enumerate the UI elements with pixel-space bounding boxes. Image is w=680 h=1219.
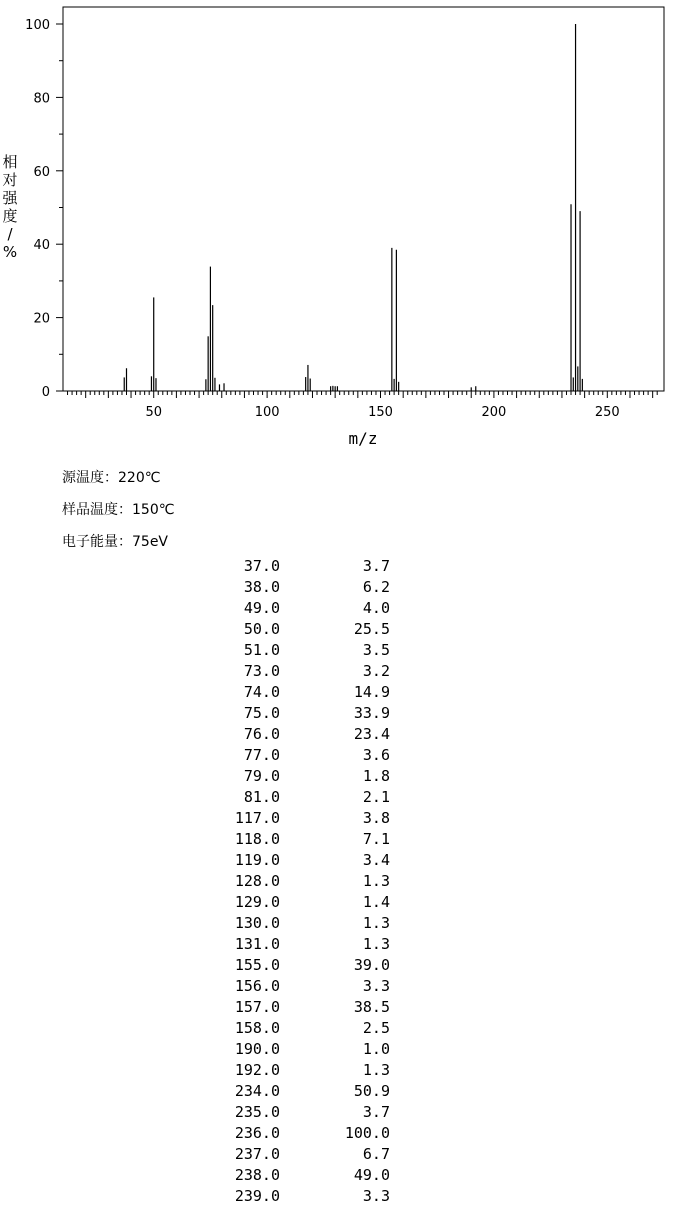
condition-electron-energy — [62, 526, 174, 558]
x-tick-label: 150 — [368, 405, 393, 420]
peak-mz-value: 234.0 — [234, 1082, 280, 1100]
peak-mz-value: 157.0 — [234, 998, 280, 1016]
peak-intensity-value: 25.5 — [353, 620, 390, 638]
peak-bars — [124, 24, 582, 391]
peak-intensity-value: 1.3 — [362, 1061, 390, 1079]
y-tick-label: 0 — [41, 385, 50, 400]
peak-intensity-value: 7.1 — [362, 830, 390, 848]
y-tick-label: 20 — [33, 311, 50, 327]
mass-spectrum-chart — [0, 0, 680, 455]
peak-table-row — [160, 724, 390, 745]
peak-mz-value: 129.0 — [234, 893, 280, 911]
y-tick-label: 100 — [25, 18, 50, 33]
peak-mz-value: 156.0 — [234, 977, 280, 995]
x-tick-label: 100 — [254, 405, 280, 420]
peak-table-row — [160, 1039, 390, 1060]
peak-table-row — [160, 976, 390, 997]
peak-table-row — [160, 640, 390, 661]
peak-mz-value: 74.0 — [243, 683, 280, 701]
peak-mz-value: 239.0 — [234, 1187, 280, 1205]
x-tick-label: 200 — [481, 405, 507, 420]
peak-intensity-value: 3.8 — [362, 809, 390, 827]
peak-table-row — [160, 829, 390, 850]
peak-table-row — [160, 1186, 390, 1207]
peak-intensity-value: 3.6 — [362, 746, 390, 764]
peak-table-row — [160, 703, 390, 724]
peak-intensity-value: 6.7 — [362, 1145, 390, 1163]
condition-label: 电子能量： — [62, 534, 132, 550]
y-axis-label: 相对强度/ % — [2, 153, 18, 261]
peak-intensity-value: 1.0 — [362, 1040, 390, 1058]
condition-sample-temperature — [62, 494, 174, 526]
x-tick-label: 250 — [594, 405, 620, 420]
peak-table-row — [160, 682, 390, 703]
y-tick-label: 80 — [33, 91, 50, 107]
peak-mz-value: 128.0 — [234, 872, 280, 890]
peak-list-table — [160, 556, 390, 1207]
peak-intensity-value: 38.5 — [353, 998, 390, 1016]
peak-intensity-value: 1.3 — [362, 872, 390, 890]
condition-label: 样品温度： — [62, 502, 132, 518]
x-axis-tick-labels — [145, 405, 619, 420]
peak-intensity-value: 2.1 — [362, 788, 390, 806]
peak-table-row — [160, 1018, 390, 1039]
peak-intensity-value: 3.4 — [362, 851, 390, 869]
x-axis-ticks — [68, 391, 658, 398]
peak-intensity-value: 33.9 — [353, 704, 390, 722]
peak-mz-value: 51.0 — [243, 641, 280, 659]
peak-mz-value: 119.0 — [234, 851, 280, 869]
peak-intensity-value: 4.0 — [362, 599, 390, 617]
peak-table-row — [160, 577, 390, 598]
peak-intensity-value: 100.0 — [344, 1124, 390, 1142]
peak-mz-value: 117.0 — [234, 809, 280, 827]
peak-mz-value: 50.0 — [243, 620, 280, 638]
peak-mz-value: 158.0 — [234, 1019, 280, 1037]
peak-intensity-value: 1.3 — [362, 935, 390, 953]
peak-mz-value: 79.0 — [243, 767, 280, 785]
peak-intensity-value: 3.2 — [362, 662, 390, 680]
peak-table-row — [160, 661, 390, 682]
peak-intensity-value: 3.5 — [362, 641, 390, 659]
peak-table-row — [160, 955, 390, 976]
peak-intensity-value: 1.4 — [362, 893, 390, 911]
peak-mz-value: 238.0 — [234, 1166, 280, 1184]
peak-intensity-value: 50.9 — [353, 1082, 390, 1100]
peak-table-row — [160, 934, 390, 955]
peak-mz-value: 192.0 — [234, 1061, 280, 1079]
peak-table-row — [160, 787, 390, 808]
peak-mz-value: 75.0 — [243, 704, 280, 722]
peak-mz-value: 236.0 — [234, 1124, 280, 1142]
y-tick-label: 40 — [33, 238, 50, 254]
peak-intensity-value: 3.7 — [362, 1103, 390, 1121]
peak-table-row — [160, 1060, 390, 1081]
peak-intensity-value: 3.3 — [362, 1187, 390, 1205]
peak-table-row — [160, 808, 390, 829]
y-axis-ticks — [56, 24, 63, 391]
peak-intensity-value: 3.7 — [362, 557, 390, 575]
peak-mz-value: 76.0 — [243, 725, 280, 743]
peak-intensity-value: 2.5 — [362, 1019, 390, 1037]
peak-table-row — [160, 1081, 390, 1102]
peak-intensity-value: 23.4 — [353, 725, 390, 743]
peak-mz-value: 37.0 — [243, 557, 280, 575]
peak-mz-value: 130.0 — [234, 914, 280, 932]
peak-table-row — [160, 619, 390, 640]
peak-intensity-value: 14.9 — [353, 683, 390, 701]
peak-intensity-value: 1.3 — [362, 914, 390, 932]
peak-table-row — [160, 556, 390, 577]
peak-table-row — [160, 850, 390, 871]
peak-mz-value: 190.0 — [234, 1040, 280, 1058]
y-tick-label: 60 — [33, 164, 50, 180]
peak-intensity-value: 6.2 — [362, 578, 390, 596]
peak-table-row — [160, 997, 390, 1018]
peak-table-row — [160, 892, 390, 913]
peak-mz-value: 73.0 — [243, 662, 280, 680]
condition-value: 220℃ — [118, 470, 161, 486]
peak-mz-value: 49.0 — [243, 599, 280, 617]
peak-intensity-value: 1.8 — [362, 767, 390, 785]
peak-mz-value: 237.0 — [234, 1145, 280, 1163]
peak-table-row — [160, 766, 390, 787]
y-axis-tick-labels — [25, 18, 50, 400]
peak-table-row — [160, 913, 390, 934]
peak-table-row — [160, 1102, 390, 1123]
condition-value: 150℃ — [132, 502, 175, 518]
peak-mz-value: 81.0 — [243, 788, 280, 806]
condition-source-temperature — [62, 462, 174, 494]
peak-table-row — [160, 1144, 390, 1165]
peak-mz-value: 77.0 — [243, 746, 280, 764]
peak-table-row — [160, 598, 390, 619]
peak-mz-value: 38.0 — [243, 578, 280, 596]
x-tick-label: 50 — [145, 405, 162, 420]
peak-table-row — [160, 745, 390, 766]
peak-mz-value: 118.0 — [234, 830, 280, 848]
condition-label: 源温度： — [62, 470, 118, 486]
peak-mz-value: 155.0 — [234, 956, 280, 974]
peak-mz-value: 131.0 — [234, 935, 280, 953]
peak-intensity-value: 49.0 — [353, 1166, 390, 1184]
peak-intensity-value: 39.0 — [353, 956, 390, 974]
acquisition-conditions — [62, 462, 174, 558]
peak-table-row — [160, 1123, 390, 1144]
peak-table-row — [160, 871, 390, 892]
condition-value: 75eV — [132, 534, 169, 550]
peak-mz-value: 235.0 — [234, 1103, 280, 1121]
peak-table-row — [160, 1165, 390, 1186]
peak-intensity-value: 3.3 — [362, 977, 390, 995]
x-axis-label: m/z — [348, 429, 378, 448]
